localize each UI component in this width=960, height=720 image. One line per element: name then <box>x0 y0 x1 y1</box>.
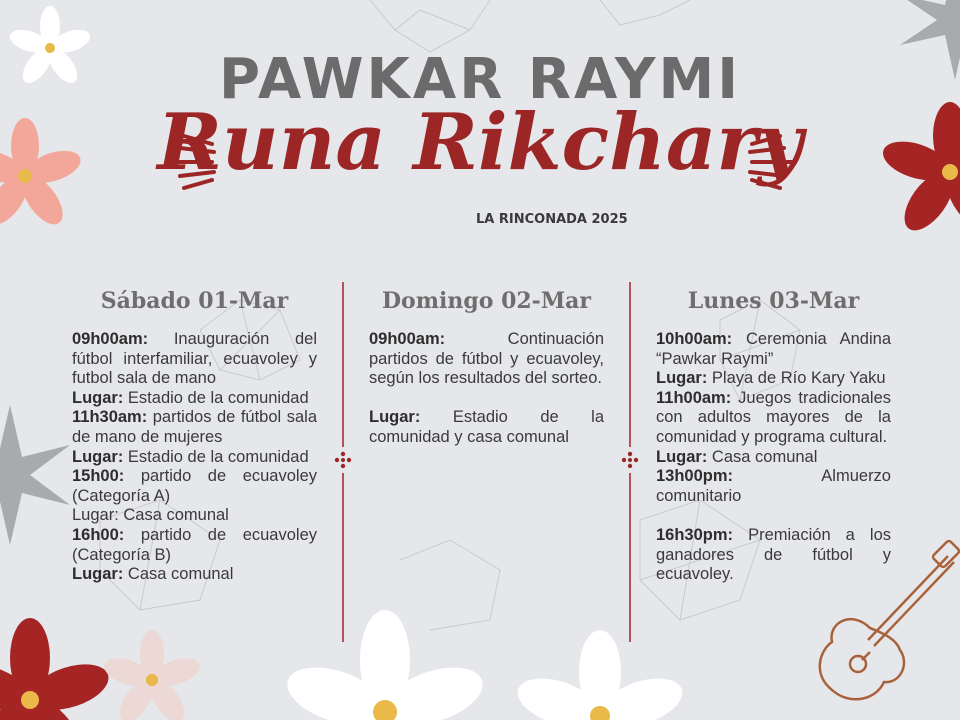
schedule-item-text: Lugar: Casa comunal <box>72 506 229 525</box>
schedule-item-text: Estadio de la comunidad y casa comunal <box>369 408 604 446</box>
schedule-item-label: Lugar: <box>656 369 708 388</box>
schedule-item-text: Almuerzo comunitario <box>656 467 891 505</box>
ornament-icon <box>622 452 638 468</box>
schedule-item <box>369 408 604 447</box>
schedule-item <box>656 369 891 389</box>
star-icon <box>0 405 70 545</box>
schedule-item <box>656 330 891 369</box>
ornament-icon <box>335 452 351 468</box>
schedule-item-label: 15h00: <box>72 467 125 486</box>
event-subtitle: LA RINCONADA 2025 <box>476 212 628 227</box>
day-column-saturday <box>72 288 317 585</box>
flower-icon <box>0 618 114 720</box>
column-divider <box>620 282 640 642</box>
schedule-item-text: Ceremonia Andina “Pawkar Raymi” <box>656 330 891 368</box>
schedule-list <box>369 330 604 448</box>
schedule-item-text: Premiación a los ganadores de fútbol y ecuavoley. <box>656 525 891 584</box>
event-title: PAWKAR RAYMI <box>218 47 742 112</box>
schedule-item-label: 11h00am: <box>656 388 732 407</box>
schedule-item-label: 13h00pm: <box>656 467 734 486</box>
flower-icon <box>512 630 689 720</box>
schedule-item-text: Playa de Río Kary Yaku <box>707 369 886 388</box>
schedule-item <box>72 389 317 409</box>
schedule-item <box>656 526 891 585</box>
schedule-item <box>72 408 317 447</box>
schedule-item <box>369 330 604 389</box>
schedule-item-text: Estadio de la comunidad <box>123 388 309 407</box>
schedule-item <box>72 565 317 585</box>
schedule-item <box>72 330 317 389</box>
schedule-item-text: Casa comunal <box>123 565 234 584</box>
day-heading: Lunes 03-Mar <box>687 288 860 314</box>
schedule-item <box>656 389 891 448</box>
schedule-item-label: 16h00: <box>72 525 125 544</box>
schedule-item <box>72 448 317 468</box>
schedule-item <box>656 467 891 506</box>
schedule-item-label: 09h00am: <box>72 330 149 348</box>
schedule-item-text: partido de ecuavoley (Categoría B) <box>72 525 317 564</box>
spacer <box>369 389 604 409</box>
spacer <box>656 506 891 526</box>
day-column-sunday <box>369 288 604 448</box>
schedule-item-label: 11h30am: <box>72 408 148 427</box>
day-heading: Domingo 02-Mar <box>381 288 592 314</box>
day-column-monday <box>656 288 891 585</box>
flower-icon <box>101 630 204 720</box>
schedule-item-label: Lugar: <box>72 565 124 584</box>
schedule-item-label: 09h00am: <box>369 330 446 348</box>
schedule-item-label: Lugar: <box>369 408 421 427</box>
schedule-item-text: Continuación partidos de fútbol y ecuavoley, según los resultados del sorteo. <box>369 330 604 388</box>
schedule-item <box>72 506 317 526</box>
schedule-item-text: partidos de fútbol sala de mano de mujeres <box>72 408 317 446</box>
schedule-item-label: 10h00am: <box>656 330 733 348</box>
schedule-item-label: Lugar: <box>72 388 124 407</box>
schedule-item-text: partido de ecuavoley (Categoría A) <box>72 467 317 505</box>
schedule-item-text: Estadio de la comunidad <box>123 447 309 466</box>
day-heading: Sábado 01-Mar <box>100 288 289 314</box>
schedule-item-label: Lugar: <box>656 447 708 466</box>
schedule-item-label: 16h30pm: <box>656 525 734 544</box>
flower-icon <box>280 610 489 720</box>
schedule-list <box>656 330 891 585</box>
column-divider <box>333 282 353 642</box>
schedule-item-label: Lugar: <box>72 447 124 466</box>
schedule-item-text: Casa comunal <box>707 447 818 466</box>
schedule-item-text: Juegos tradicionales con adultos mayores de la comunidad y programa cultural. <box>656 388 891 446</box>
schedule-item <box>656 448 891 468</box>
schedule-item <box>72 467 317 506</box>
schedule-item <box>72 526 317 565</box>
schedule-item-text: Inauguración del fútbol interfamiliar, ecuavoley y futbol sala de mano <box>72 330 317 388</box>
event-script-title: Runa Rikchary <box>157 97 803 188</box>
schedule-list <box>72 330 317 585</box>
